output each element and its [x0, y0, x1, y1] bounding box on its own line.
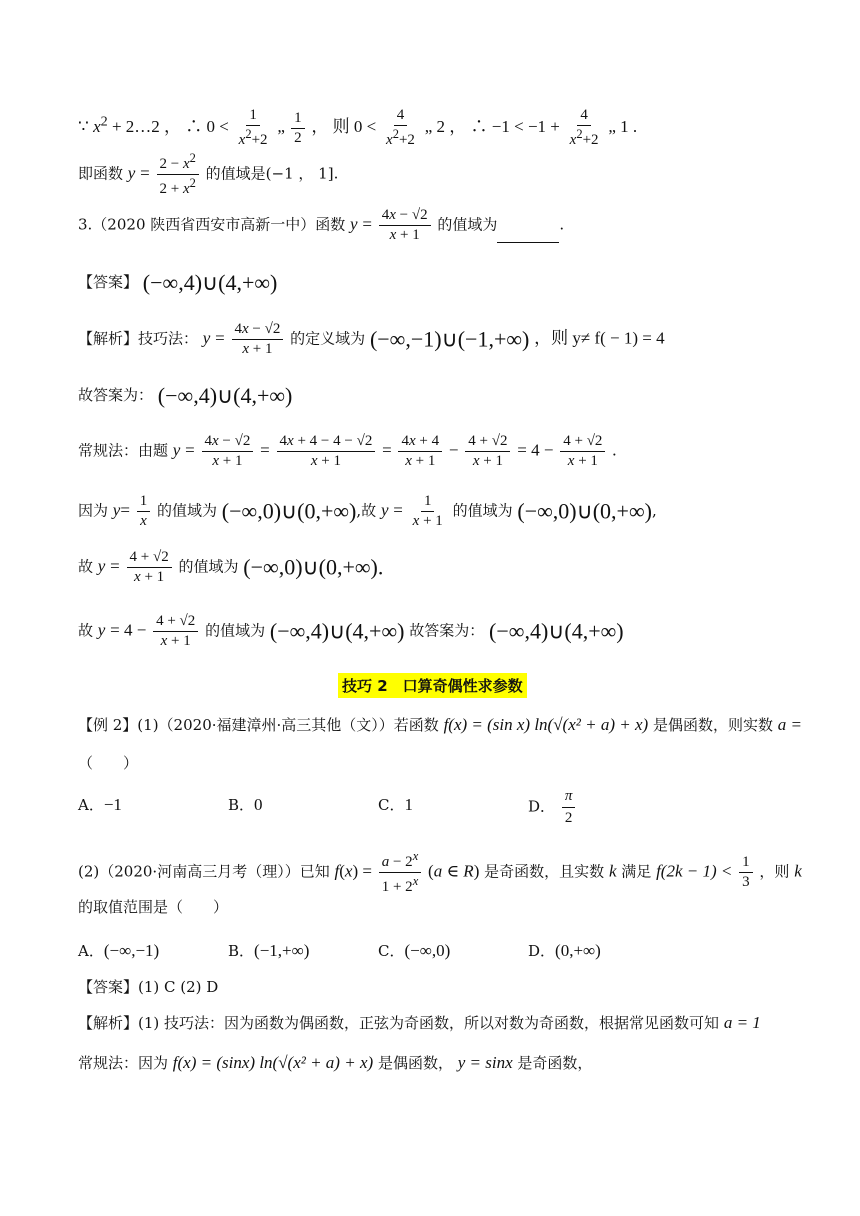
so-line-2: 故 y = 4 − $\frac{4 + √2}{x + 1}$ 的值域为 (−∞,4)∪(4,+∞) 故答案为： (−∞,4)∪(4,+∞) — [78, 613, 624, 649]
option-2a: A．(−∞,−1) — [78, 941, 160, 960]
normal2-eq: y = sinx — [457, 1053, 513, 1072]
result1-prefix: 故答案为： — [78, 386, 154, 404]
normal2-func: f(x) = (sinx) ln(√(x² + a) + x) — [172, 1053, 374, 1072]
normal-prefix: 常规法：由题 — [78, 441, 169, 460]
q3-suffix: 的值域为 — [437, 215, 498, 234]
result-1 — [78, 385, 292, 407]
because-mid3: 的值域为 — [452, 501, 513, 520]
because-mid: 的值域为 — [157, 501, 218, 520]
question-3: 3.（2020 陕西省西安市高新一中）函数 y = $\frac{4x - √2}{x + 1}$ 的值域为 . — [78, 207, 565, 243]
answer-2: 【答案】(1) C (2) D — [78, 978, 219, 996]
so-line-1: 故 y = $\frac{4 + √2}{x + 1}$ 的值域为 (−∞,0)∪(0,+∞). — [78, 549, 384, 585]
line-1: ∵ $x^2$ + 2…2 ， ∴ 0 < $\frac{1}{x^2+2}$ „ $\frac{1}{2}$ ， 则 0 < $\frac{4}{x^2+2}$ „ 2 ， ∴ −1 < −1 + $\frac{4}{x^2+2}$ „ 1 . — [78, 107, 638, 148]
so1-mid: 的值域为 — [178, 557, 239, 576]
normal-method: 常规法：由题 y = $\frac{4x - √2}{x + 1}$ = $\frac{4x + 4 - 4 - √2}{x + 1}$ = $\frac{4x + 4}{x + 1}$ − $\frac{4 + √2}{x + 1}$ = 4 − $\frac{4 + √2}{x + 1}$ . — [78, 433, 617, 469]
ex2b-line2: 的取值范围是（ ） — [78, 898, 229, 916]
normal2-tail: 是奇函数， — [517, 1054, 593, 1072]
so2-tail: 故答案为： — [409, 621, 485, 640]
analysis-2 — [78, 1014, 761, 1031]
q3-prefix: 3.（2020 陕西省西安市高新一中）函数 — [78, 215, 346, 234]
example-2b: (2)（2020·河南高三月考（理））已知 f(x) = $\frac{a - 2^x}{1 + 2^x}$ (a ∈ R) 是奇函数，且实数 k 满足 f(2k − 1) < $\frac{1}{3}$ ，则 k — [78, 849, 802, 895]
example-2 — [78, 716, 802, 733]
line-2: 即函数 y = $\frac{2 - x^2}{2 + x^2}$ 的值域是(−1 ， 1]. — [78, 151, 339, 197]
so2-prefix: 故 — [78, 621, 94, 640]
section-title: 技巧 2 口算奇偶性求参数 — [338, 673, 527, 698]
option-1c: C．1 — [378, 795, 413, 814]
so2-answer: (−∞,4)∪(4,+∞) — [489, 618, 624, 644]
analysis-domain: (−∞,−1)∪(−1,+∞) — [369, 326, 530, 352]
option-2b: B．(−1,+∞) — [228, 941, 310, 960]
ex2b-tail: ，则 — [759, 862, 790, 881]
because-line: 因为 y= $\frac{1}{x}$ 的值域为 (−∞,0)∪(0,+∞),故 y = $\frac{1}{x + 1}$ 的值域为 (−∞,0)∪(0,+∞), — [78, 493, 657, 529]
option-2c: C．(−∞,0) — [378, 941, 451, 960]
ex2-paren: （ ） — [78, 754, 139, 772]
because-prefix: 因为 — [78, 501, 109, 520]
because-mid2: ,故 — [356, 501, 377, 520]
ex2b-ineq: f(2k − 1) < — [656, 861, 733, 881]
answer-value: (−∞,4)∪(4,+∞) — [142, 270, 278, 295]
so2-range: (−∞,4)∪(4,+∞) — [269, 618, 405, 644]
option-1d: D． $\frac{\pi}{2}$ — [528, 788, 577, 827]
answer-blank — [497, 242, 559, 243]
normal2-mid: 是偶函数， — [377, 1054, 453, 1072]
option-1b: B．0 — [228, 795, 263, 814]
ex2b-mid2: 满足 — [621, 862, 652, 881]
normal2-prefix: 常规法：因为 — [78, 1054, 169, 1072]
analysis2-eq: a = 1 — [723, 1013, 761, 1032]
line2-suffix: 的值域是(−1 ， 1]. — [205, 164, 339, 183]
ex2b-mid: 是奇函数，且实数 — [484, 862, 605, 881]
analysis-line: 【解析】技巧法： y = $\frac{4x - √2}{x + 1}$ 的定义域为 (−∞,−1)∪(−1,+∞) ，则 y≠ f( − 1) = 4 — [78, 321, 665, 357]
because-range: (−∞,0)∪(0,+∞) — [221, 498, 357, 524]
so1-range: (−∞,0)∪(0,+∞). — [243, 554, 384, 580]
normal-2 — [78, 1054, 592, 1071]
ex2-prefix: 【例 2】(1)（2020·福建漳州·高三其他（文））若函数 — [78, 716, 439, 734]
so2-mid: 的值域为 — [205, 621, 266, 640]
analysis-tail: ，则 y≠ f( − 1) = 4 — [534, 328, 665, 348]
so1-prefix: 故 — [78, 557, 94, 576]
result1-value: (−∞,4)∪(4,+∞) — [157, 383, 293, 408]
ex2-func: f(x) = (sin x) ln(√(x² + a) + x) — [443, 715, 649, 734]
option-1a: A．−1 — [78, 795, 122, 814]
analysis-label: 【解析】技巧法： — [78, 329, 199, 348]
ex2-var: a = — [777, 715, 802, 734]
analysis2-text: 【解析】(1) 技巧法：因为函数为偶函数，正弦为奇函数，所以对数为奇函数，根据常见函数可知 — [78, 1014, 720, 1032]
ex2b-prefix: (2)（2020·河南高三月考（理））已知 — [78, 862, 330, 881]
because-range2: (−∞,0)∪(0,+∞) — [517, 498, 652, 524]
answer-label: 【答案】 — [78, 273, 139, 291]
ex2b-k: k — [608, 861, 617, 881]
ex2-suffix: 是偶函数，则实数 — [652, 716, 773, 734]
line2-prefix: 即函数 — [78, 164, 124, 183]
analysis-mid: 的定义域为 — [290, 329, 366, 348]
answer-line — [78, 272, 277, 294]
option-2d: D．(0,+∞) — [528, 941, 601, 960]
